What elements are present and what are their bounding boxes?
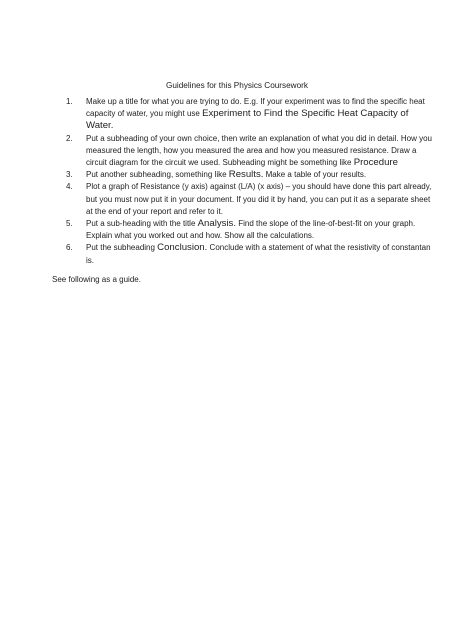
list-item: [66, 242, 434, 266]
item-text-end: Conclude with a statement of what the resistivity of constantan is.: [86, 243, 431, 265]
item-text: Plot a graph of Resistance (y axis) against (L/A) (x axis) – you should have done this part already, but you must now put it in your document. If you did it by hand, you can put it as a separate sheet at the end of your report and refer to it.: [86, 182, 432, 216]
item-text: Put the subheading: [86, 243, 158, 253]
item-emphasis: Analysis.: [197, 218, 237, 230]
item-number: 6.: [66, 243, 73, 253]
item-emphasis: Experiment to Find the Specific Heat Capacity of Water.: [86, 108, 409, 132]
guidelines-list: [66, 96, 434, 267]
list-item: [66, 181, 434, 218]
list-item: [66, 96, 434, 133]
item-emphasis: Conclusion.: [157, 242, 208, 254]
item-text: Put a subheading of your own choice, then write an explanation of what you did in detail. How you measured the length, how you measured the area and how you measured resistance. Draw a circuit diagram for the circuit we used. Subheading might be something like: [86, 133, 432, 168]
item-text-end: Make a table of your results.: [263, 170, 367, 180]
item-number: 1.: [66, 97, 73, 106]
item-number: 4.: [66, 182, 73, 192]
list-item: [66, 169, 434, 181]
item-number: 5.: [66, 219, 73, 229]
item-number: 3.: [66, 170, 73, 180]
footer-note: See following as a guide.: [52, 275, 141, 284]
item-text: Put a sub-heading with the title: [86, 219, 198, 229]
item-text: Make up a title for what you are trying to do. E.g. If your experiment was to find the specific heat capacity of water, you might use: [86, 97, 425, 119]
item-emphasis: Procedure: [353, 157, 398, 169]
document-title: Guidelines for this Physics Coursework: [166, 81, 308, 90]
item-text-end: Find the slope of the line-of-best-fit on your graph. Explain what you worked out and how. Show all the calculations.: [86, 219, 416, 241]
list-item: [66, 218, 434, 242]
list-item: [66, 133, 434, 170]
item-text: Put another subheading, something like: [86, 170, 229, 180]
item-emphasis: Results.: [228, 169, 264, 181]
item-number: 2.: [66, 133, 73, 143]
